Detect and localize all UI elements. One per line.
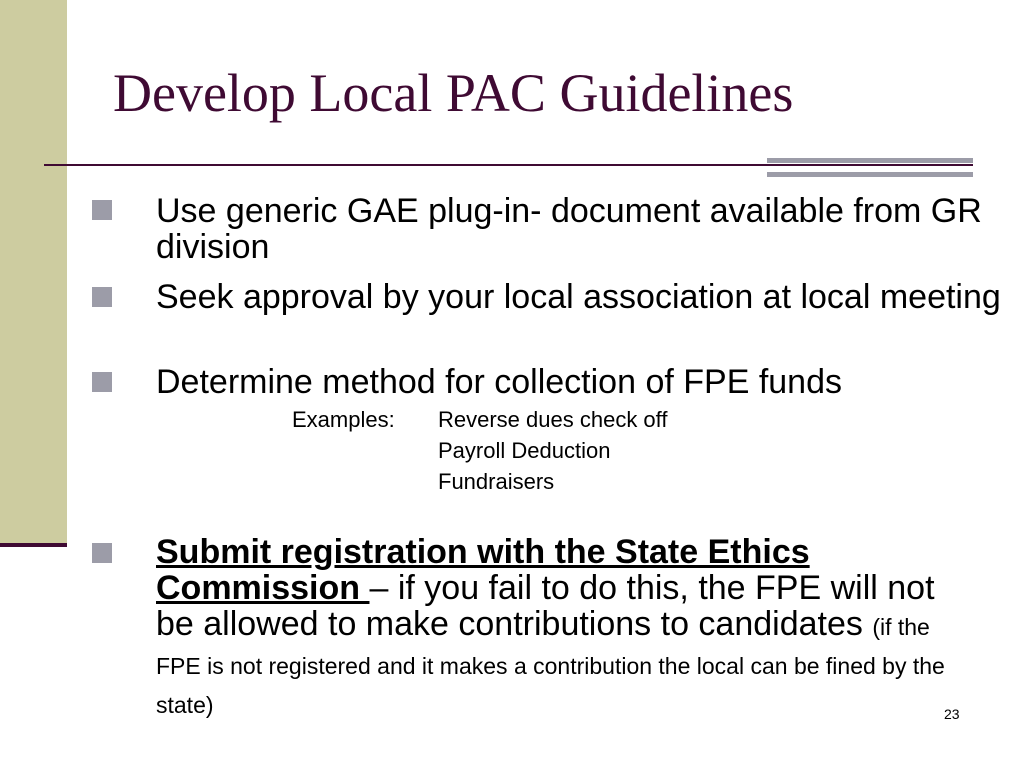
band-divider-line (0, 543, 67, 547)
bullet-square (92, 372, 112, 392)
slide-title: Develop Local PAC Guidelines (113, 63, 794, 123)
slide-number: 23 (944, 706, 960, 722)
bullet-item: Use generic GAE plug-in- document available from GR division (156, 192, 982, 266)
bullet-item-registration (156, 534, 946, 723)
bullet-item: Seek approval by your local association at local meeting (156, 278, 1001, 316)
registration-consequence: – if you fail to do this, the FPE will not be allowed to make contributions to candidates (156, 569, 935, 643)
example-item: Fundraisers (438, 469, 555, 494)
bullet-item: Determine method for collection of FPE funds (156, 363, 842, 401)
bullet-square (92, 200, 112, 220)
title-accent-bar-top (767, 158, 973, 163)
title-underline (44, 164, 973, 166)
example-item: Payroll Deduction (438, 438, 611, 463)
bullet-square (92, 543, 112, 563)
examples-label: Examples: (292, 407, 395, 432)
example-item: Reverse dues check off (438, 407, 668, 432)
left-decorative-band (0, 0, 67, 546)
title-accent-bar-bottom (767, 172, 973, 177)
registration-emphasis: Submit registration with the State Ethics Commission (156, 533, 810, 607)
registration-fine-note: (if the FPE is not registered and it makes a contribution the local can be fined by the state) (156, 614, 945, 718)
bullet-square (92, 287, 112, 307)
